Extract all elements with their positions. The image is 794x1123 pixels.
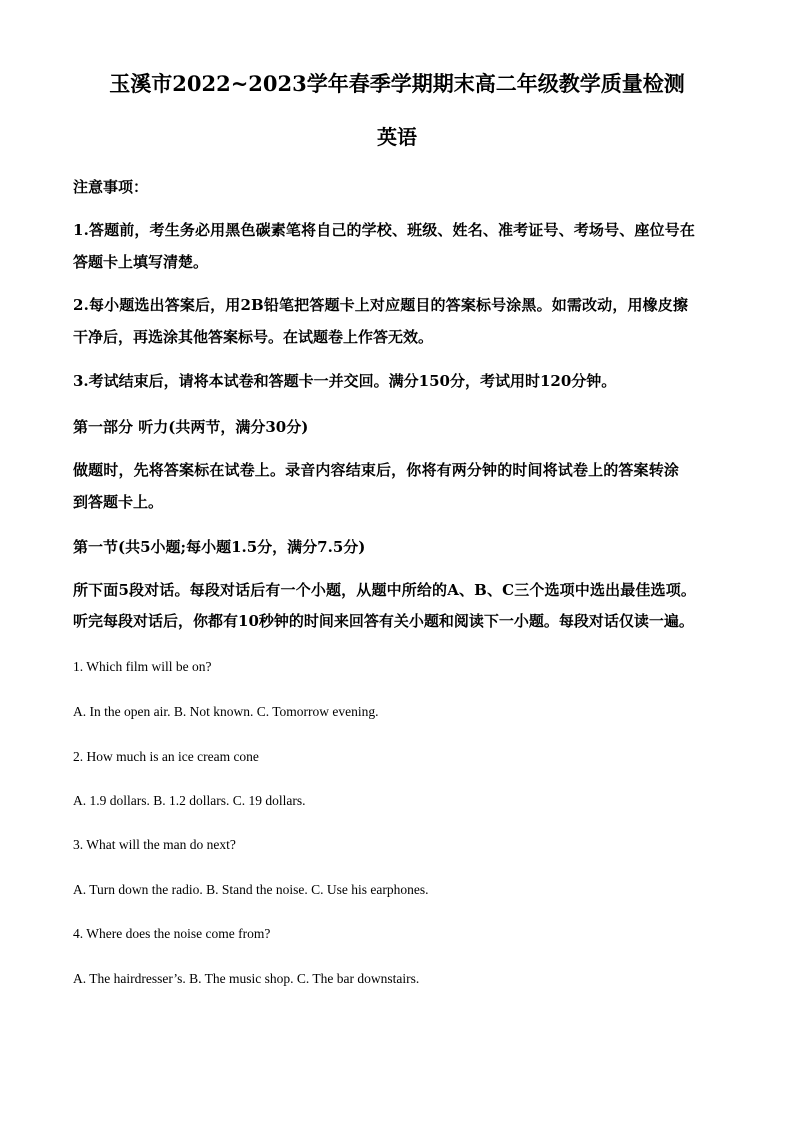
subject-title: 英语 (377, 125, 417, 149)
question-2: 2. How much is an ice cream cone (73, 749, 259, 764)
section-1-heading: 第一节(共5小题;每小题1.5分，满分7.5分) (73, 538, 366, 556)
section-1-instruction-line-2: 听完每段对话后，你都有10秒钟的时间来回答有关小题和阅读下一小题。每段对话仅读一遍。 (73, 612, 694, 630)
notice-item-3: 3.考试结束后，请将本试卷和答题卡一并交回。满分150分，考试用时120分钟。 (73, 372, 617, 390)
notice-item-2-line-2: 干净后，再选涂其他答案标号。在试题卷上作答无效。 (73, 328, 434, 346)
notice-heading: 注意事项： (73, 178, 149, 196)
question-1-options: A. In the open air. B. Not known. C. Tomorrow evening. (73, 704, 379, 719)
notice-item-2-line-1: 2.每小题选出答案后，用2B铅笔把答题卡上对应题目的答案标号涂黑。如需改动，用橡皮擦 (73, 296, 689, 314)
question-3: 3. What will the man do next? (73, 837, 236, 852)
question-2-options: A. 1.9 dollars. B. 1.2 dollars. C. 19 dollars. (73, 793, 306, 808)
section-1-instruction-line-1: 所下面5段对话。每段对话后有一个小题，从题中所给的A、B、C三个选项中选出最佳选项。 (73, 581, 696, 599)
notice-item-1-line-1: 1.答题前，考生务必用黑色碳素笔将自己的学校、班级、姓名、准考证号、考场号、座位号在 (73, 221, 695, 239)
question-4: 4. Where does the noise come from? (73, 926, 271, 941)
question-4-options: A. The hairdresser’s. B. The music shop. C. The bar downstairs. (73, 971, 420, 986)
notice-item-1-line-2: 答题卡上填写清楚。 (73, 253, 209, 271)
question-3-options: A. Turn down the radio. B. Stand the noise. C. Use his earphones. (73, 882, 429, 897)
part-1-instruction-line-1: 做题时，先将答案标在试卷上。录音内容结束后，你将有两分钟的时间将试卷上的答案转涂 (73, 461, 680, 479)
question-1: 1. Which film will be on? (73, 659, 212, 674)
part-1-heading: 第一部分 听力(共两节，满分30分) (73, 418, 309, 436)
exam-title: 玉溪市2022~2023学年春季学期期末高二年级教学质量检测 (109, 71, 685, 96)
part-1-instruction-line-2: 到答题卡上。 (73, 493, 164, 511)
